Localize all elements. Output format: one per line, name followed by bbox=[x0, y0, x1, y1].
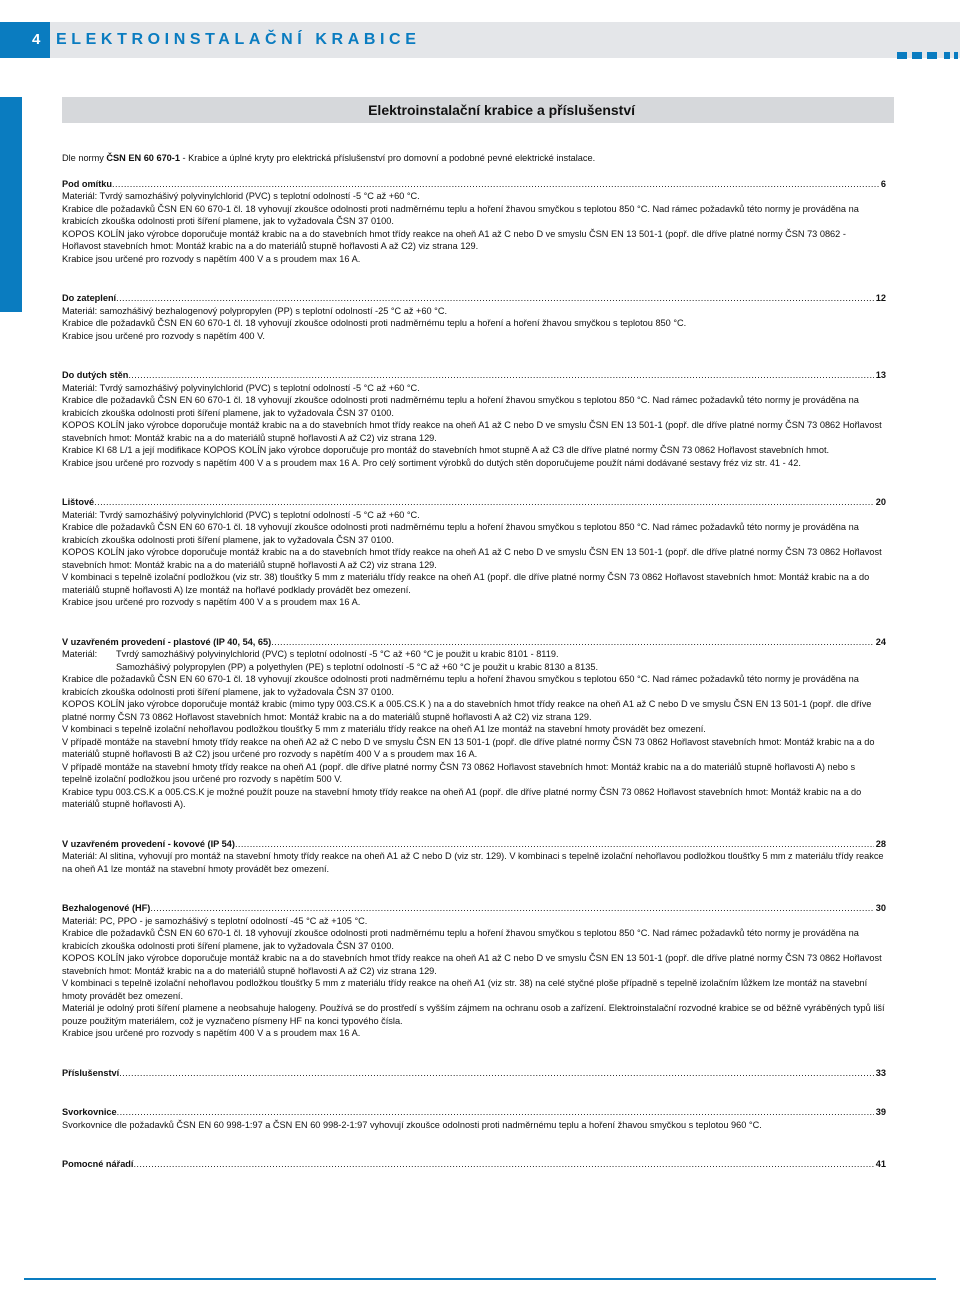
section-text-line: KOPOS KOLÍN jako výrobce doporučuje montáž krabic na a do stavebních hmot třídy reakce na oheň A1 až C nebo D ve smyslu ČSN EN 13 501-1 (popř. dle dříve platné normy ČSN 73 0862 Hořlavost stavebních hmot: Montáž krabic na a do materiálů stupně hořlavosti A až C2) viz strana 129. bbox=[62, 420, 882, 443]
section-heading: Pomocné nářadí bbox=[62, 1159, 134, 1169]
leader-dots bbox=[235, 838, 874, 851]
section-text-line: Krabice dle požadavků ČSN EN 60 670-1 čl. 18 vyhovují zkoušce odolnosti proti nadměrnému teplu a hoření žhavou smyčkou s teplotou 850 °C. Nad rámec požadavků této normy je prováděna na krabicích zkouška odolnosti proti šíření plamene, jak to vyžadovala ČSN 37 0100. bbox=[62, 203, 859, 226]
material-line: Samozhášivý polypropylen (PP) a polyethylen (PE) s teplotní odolností -5 °C až +60 °C je použit u krabic 8130 a 8135. bbox=[116, 661, 599, 672]
toc-entry[interactable] bbox=[62, 369, 886, 382]
section-text-line: V případě montáže na stavební hmoty třídy reakce na oheň A2 až C nebo D ve smyslu ČSN EN 13 501-1 (popř. dle dříve platné normy ČSN 73 0862 Hořlavost stavebních hmot: Montáž krabic na a do materiálů stupně hořlavosti B až C2) jsou určené pro rozvody s napětím 400 V a s proudem max 16 A. bbox=[62, 736, 875, 759]
section-text-line: V kombinaci s tepelně izolační podložkou (viz str. 38) tloušťky 5 mm z materiálu třídy reakce na oheň A1 (popř. dle dříve platné normy ČSN 73 0862 Hořlavost stavebních hmot: Montáž krabic na a do materiálů stupně hořlavosti A) lze montáž na hořlavé podklady provádět bez omezení. bbox=[62, 572, 870, 595]
section-text-line: Materiál je odolný proti šíření plamene a neobsahuje halogeny. Používá se do prostředí s vyšším zájmem na ochranu osob a zařízení. Elektroinstalační rozvodné krabice se od běžně vyráběných typů liší pouze použitým materiálem, což je vyznačeno písmeny HF na konci typového čísla. bbox=[62, 1003, 885, 1026]
toc-entry[interactable] bbox=[62, 292, 886, 305]
section-heading: Do dutých stěn bbox=[62, 370, 129, 380]
section-heading: Pod omítku bbox=[62, 178, 113, 189]
section-page-number: 39 bbox=[875, 1107, 886, 1117]
intro-rest: - Krabice a úplné kryty pro elektrická příslušenství pro domovní a podobné pevné elektrické instalace. bbox=[179, 153, 596, 163]
material-text bbox=[116, 648, 598, 673]
leader-dots bbox=[133, 1158, 873, 1171]
section-text-line: Svorkovnice dle požadavků ČSN EN 60 998-1:97 a ČSN EN 60 998-2-1:97 vyhovují zkoušce odolnosti proti nadměrnému teplu a hoření žhavou smyčkou s teplotou 960 °C. bbox=[62, 1119, 762, 1130]
section-text-line: Krabice dle požadavků ČSN EN 60 670-1 čl. 18 vyhovují zkoušce odolnosti proti nadměrnému teplu a hoření žhavou smyčkou s teplotou 850 °C. Nad rámec požadavků této normy je prováděna na krabicích zkouška odolnosti proti šíření plamene, jak to vyžadovala ČSN 37 0100. bbox=[62, 522, 859, 545]
section-heading: Svorkovnice bbox=[62, 1107, 117, 1117]
toc-entry[interactable] bbox=[62, 902, 886, 915]
section-heading: V uzavřeném provedení - kovové (IP 54) bbox=[62, 838, 235, 849]
toc-section bbox=[62, 1067, 886, 1080]
section-page-number: 12 bbox=[875, 293, 886, 303]
section-heading: V uzavřeném provedení - plastové (IP 40, 54, 65) bbox=[62, 636, 272, 647]
section-text-line: Krabice jsou určené pro rozvody s napětím 400 V a s proudem max 16 A. bbox=[62, 1028, 361, 1038]
leader-dots bbox=[150, 902, 873, 915]
section-page-number: 24 bbox=[875, 636, 886, 647]
title-bar bbox=[62, 97, 894, 123]
leader-dots bbox=[94, 496, 874, 509]
toc-entry[interactable] bbox=[62, 1158, 886, 1171]
toc-section bbox=[62, 1158, 886, 1171]
leader-dots bbox=[128, 369, 873, 382]
section-text-line: Materiál: Tvrdý samozhášivý polyvinylchlorid (PVC) s teplotní odolností -5 °C až +60 °C. bbox=[62, 191, 420, 201]
material-line: Tvrdý samozhášivý polyvinylchlorid (PVC) s teplotní odolností -5 °C až +60 °C je použit u krabic 8101 - 8119. bbox=[116, 649, 559, 659]
side-accent-bar bbox=[0, 97, 22, 312]
section-text-line: Krabice jsou určené pro rozvody s napětím 400 V a s proudem max 16 A. bbox=[62, 597, 361, 607]
section-heading: Příslušenství bbox=[62, 1067, 120, 1078]
page-number: 4 bbox=[0, 22, 50, 58]
intro-norm: ČSN EN 60 670-1 bbox=[106, 153, 180, 163]
toc-entry[interactable] bbox=[62, 496, 886, 509]
section-text-line: KOPOS KOLÍN jako výrobce doporučuje montáž krabic na a do stavebních hmot třídy reakce na oheň A1 až C nebo D ve smyslu ČSN EN 13 501-1 (popř. dle dříve platné normy ČSN 73 0862 - Hořlavost stavebních hmot: Montáž krabic na a do materiálů stupně hořlavosti A až C2) viz strana 129. bbox=[62, 228, 846, 251]
section-heading: Bezhalogenové (HF) bbox=[62, 903, 151, 913]
section-text-line: Krabice dle požadavků ČSN EN 60 670-1 čl. 18 vyhovují zkoušce odolnosti proti nadměrnému teplu a hoření žhavou smyčkou s teplotou 850 °C. Nad rámec požadavků této normy je prováděna na krabicích zkouška odolnosti proti šíření plamene, jak to vyžadovala ČSN 37 0100. bbox=[62, 395, 859, 418]
section-text-line: KOPOS KOLÍN jako výrobce doporučuje montáž krabic (mimo typy 003.CS.K a 005.CS.K ) na a do stavebních hmot třídy reakce na oheň A1 až C nebo D ve smyslu ČSN EN 13 501-1 (popř. dle dříve platné normy ČSN 73 0862 Hořlavost stavebních hmot: Montáž krabic na a do materiálů stupně hořlavosti A až C2) viz strana 129. bbox=[62, 699, 872, 722]
header-title: ELEKTROINSTALAČNÍ KRABICE bbox=[56, 31, 421, 48]
toc-section bbox=[62, 496, 886, 609]
section-text-line: V případě montáže na stavební hmoty třídy reakce na oheň A1 (popř. dle dříve platné normy ČSN 73 0862 Hořlavost stavebních hmot: Montáž krabic na a do materiálů stupně hořlavosti A) nebo s tepelně izolační podložkou jsou určené pro rozvody s napětím 500 V. bbox=[62, 761, 856, 784]
section-text-line: Materiál: Tvrdý samozhášivý polyvinylchlorid (PVC) s teplotní odolností -5 °C až +60 °C. bbox=[62, 382, 420, 393]
toc-entry[interactable] bbox=[62, 178, 886, 191]
section-text-line: Krabice dle požadavků ČSN EN 60 670-1 čl. 18 vyhovují zkoušce odolnosti proti nadměrnému teplu a hoření a hoření žhavou smyčkou s teplotou 850 °C. bbox=[62, 318, 687, 328]
page-title: Elektroinstalační krabice a příslušenství bbox=[368, 102, 635, 118]
section-text-line: Materiál: samozhášivý bezhalogenový polypropylen (PP) s teplotní odolností -25 °C až +60 °C. bbox=[62, 305, 448, 316]
section-text-line: Krabice KI 68 L/1 a její modifikace KOPOS KOLÍN jako výrobce doporučuje pro montáž do stavebních hmot stupně A až C3 dle dříve platné normy ČSN 73 0862 Hořlavost stavebních hmot. bbox=[62, 445, 830, 455]
toc-section bbox=[62, 292, 886, 342]
toc-entry[interactable] bbox=[62, 636, 886, 649]
section-text-line: V kombinaci s tepelně izolační nehořlavou podložkou tloušťky 5 mm z materiálu třídy reakce na oheň A1 (viz str. 38) na celé styčné ploše případně s tepelně izolačním lůžkem lze montáž na stavební hmoty provádět bez omezení. bbox=[62, 978, 868, 1001]
section-page-number: 28 bbox=[875, 838, 886, 849]
toc-entry[interactable] bbox=[62, 1106, 886, 1119]
section-text-line: Krabice jsou určené pro rozvody s napětím 400 V a s proudem max 16 A. Pro celý sortiment výrobků do dutých stěn doporučujeme použít námi dodávané sestavy fréz viz str. 41 - 42. bbox=[62, 457, 801, 468]
header-decor-square bbox=[944, 52, 950, 59]
header-decor-square bbox=[954, 52, 958, 59]
section-text-line: KOPOS KOLÍN jako výrobce doporučuje montáž krabic na a do stavebních hmot třídy reakce na oheň A1 až C nebo D ve smyslu ČSN EN 13 501-1 (popř. dle dříve platné normy ČSN 73 0862 Hořlavost stavebních hmot: Montáž krabic na a do materiálů stupně hořlavosti A až C2) viz strana 129. bbox=[62, 953, 882, 976]
document-body bbox=[62, 152, 886, 1198]
section-page-number: 6 bbox=[880, 178, 886, 189]
toc-section bbox=[62, 178, 886, 266]
section-page-number: 30 bbox=[875, 903, 886, 913]
leader-dots bbox=[117, 1106, 874, 1119]
section-text-line: Krabice dle požadavků ČSN EN 60 670-1 čl. 18 vyhovují zkoušce odolnosti proti nadměrnému teplu a hoření žhavou smyčkou s teplotou 850 °C. Nad rámec požadavků této normy je prováděna na krabicích zkouška odolnosti proti šíření plamene, jak to vyžadovala ČSN 37 0100. bbox=[62, 928, 859, 951]
toc-section bbox=[62, 838, 886, 876]
sections bbox=[62, 178, 886, 1171]
toc-section bbox=[62, 369, 886, 469]
section-text-line: V kombinaci s tepelně izolační nehořlavou podložkou tloušťky 5 mm z materiálu třídy reakce na oheň A1 lze montáž na stavební hmoty provádět bez omezení. bbox=[62, 724, 706, 734]
header-decor-square bbox=[897, 52, 907, 59]
section-text-line: Krabice jsou určené pro rozvody s napětím 400 V a s proudem max 16 A. bbox=[62, 253, 361, 264]
toc-section bbox=[62, 1106, 886, 1131]
leader-dots bbox=[119, 1067, 874, 1080]
toc-entry[interactable] bbox=[62, 838, 886, 851]
toc-section bbox=[62, 636, 886, 811]
section-page-number: 13 bbox=[875, 370, 886, 380]
material-block bbox=[62, 648, 886, 673]
footer-line bbox=[24, 1278, 936, 1280]
section-page-number: 20 bbox=[875, 497, 886, 507]
section-text-line: Krabice jsou určené pro rozvody s napětím 400 V. bbox=[62, 330, 265, 341]
material-label: Materiál: bbox=[62, 649, 98, 659]
leader-dots bbox=[112, 178, 879, 191]
intro-prefix: Dle normy bbox=[62, 153, 107, 163]
section-text-line: Materiál: PC, PPO - je samozhášivý s teplotní odolností -45 °C až +105 °C. bbox=[62, 915, 368, 926]
header-decor-square bbox=[927, 52, 937, 59]
leader-dots bbox=[271, 636, 874, 649]
toc-section bbox=[62, 902, 886, 1040]
section-heading: Do zateplení bbox=[62, 293, 117, 303]
section-text-line: Materiál: Tvrdý samozhášivý polyvinylchlorid (PVC) s teplotní odolností -5 °C až +60 °C. bbox=[62, 509, 420, 520]
leader-dots bbox=[116, 292, 874, 305]
section-text-line: Materiál: Al slitina, vyhovují pro montáž na stavební hmoty třídy reakce na oheň A1 až C nebo D (viz str. 129). V kombinaci s tepelně izolační nehořlavou podložkou tloušťky 5 mm z materiálu třídy reakce na oheň A1 lze montáž na stavební hmoty provádět bez omezení. bbox=[62, 851, 884, 874]
section-text-line: Krabice typu 003.CS.K a 005.CS.K je možné použít pouze na stavební hmoty třídy reakce na oheň A1 (popř. dle dříve platné normy ČSN 73 0862 Hořlavost stavebních hmot: Montáž krabic na a do materiálů stupně hořlavosti A). bbox=[62, 786, 862, 809]
intro-paragraph bbox=[62, 152, 886, 165]
section-page-number: 33 bbox=[875, 1067, 886, 1078]
section-text-line: Krabice dle požadavků ČSN EN 60 670-1 čl. 18 vyhovují zkoušce odolnosti proti nadměrnému teplu a hoření žhavou smyčkou s teplotou 650 °C. Nad rámec požadavků této normy je prováděna na krabicích zkouška odolnosti proti šíření plamene, jak to vyžadovala ČSN 37 0100. bbox=[62, 674, 859, 697]
section-text-line: KOPOS KOLÍN jako výrobce doporučuje montáž krabic na a do stavebních hmot třídy reakce na oheň A1 až C nebo D ve smyslu ČSN EN 13 501-1 (popř. dle dříve platné normy ČSN 73 0862 Hořlavost stavebních hmot: Montáž krabic na a do materiálů stupně hořlavosti A až C2) viz strana 129. bbox=[62, 547, 882, 570]
section-heading: Lištové bbox=[62, 497, 95, 507]
section-page-number: 41 bbox=[875, 1159, 886, 1169]
toc-entry[interactable] bbox=[62, 1067, 886, 1080]
header-decor-square bbox=[912, 52, 922, 59]
